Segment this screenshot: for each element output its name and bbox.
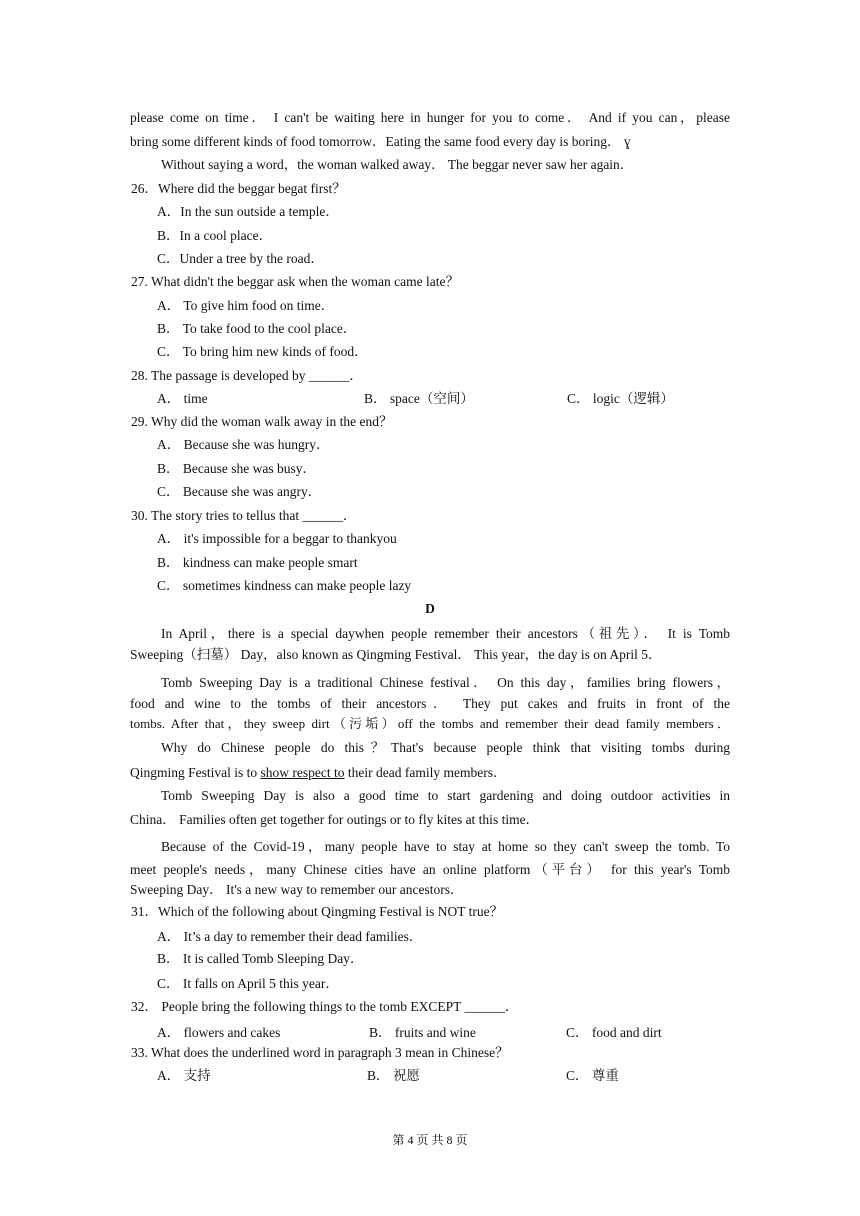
question-31-option-b: B． It is called Tomb Sleeping Day． [157,951,364,966]
passage-line: meet people's needs，many Chinese cities have an online platform（平台） for this year's Tomb [130,862,730,877]
passage-text: their dead family members． [344,765,507,780]
question-26-option-b: B．In a cool place． [157,228,273,243]
question-29-option-b: B． Because she was busy． [157,461,316,476]
question-33-stem: 33. What does the underlined word in paragraph 3 mean in Chinese？ [131,1045,509,1060]
question-28-stem: 28. The passage is developed by ______． [131,368,363,383]
question-27-stem: 27. What didn't the beggar ask when the woman came late？ [131,274,459,289]
question-33-option-b: B． 祝愿 [367,1068,420,1083]
section-heading: D [425,601,435,616]
question-27-option-b: B． To take food to the cool place． [157,321,357,336]
question-29-stem: 29. Why did the woman walk away in the end？ [131,414,393,429]
question-32-option-b: B． fruits and wine [369,1025,476,1040]
passage-line: China． Families often get together for outings or to fly kites at this time． [130,812,540,827]
question-31-option-c: C． It falls on April 5 this year． [157,976,339,991]
question-30-option-c: C． sometimes kindness can make people lazy [157,578,412,593]
question-31-option-a: A． It’s a day to remember their dead families． [157,929,423,944]
question-32-option-c: C． food and dirt [566,1025,662,1040]
question-29-option-a: A． Because she was hungry． [157,437,330,452]
question-28-option-c: C． logic（逻辑） [567,391,674,406]
passage-line: Tomb Sweeping Day is a traditional Chinese festival． On this day，families bring flowers， [161,675,730,690]
question-26-option-c: C．Under a tree by the road． [157,251,324,266]
question-33-option-a: A． 支持 [157,1068,211,1083]
story-line: Without saying a word，the woman walked away． The beggar never saw her again． [161,157,634,172]
passage-line: In April，there is a special daywhen people remember their ancestors（祖先）． It is Tomb [161,626,730,641]
passage-line: tombs. After that，they sweep dirt（污垢）off the tombs and remember their dead family members． [130,716,730,731]
page-footer: 第 4 页 共 8 页 [392,1133,468,1147]
question-32-stem: 32． People bring the following things to the tomb EXCEPT ______． [131,999,519,1014]
question-32-option-a: A． flowers and cakes [157,1025,281,1040]
passage-line [130,764,506,782]
question-33-option-c: C． 尊重 [566,1068,619,1083]
question-31-stem: 31．Which of the following about Qingming Festival is NOT true？ [131,904,504,919]
question-27-option-a: A． To give him food on time． [157,298,335,313]
story-line: please come on time． I can't be waiting here in hunger for you to come． And if you can，please [130,110,730,125]
passage-line: Because of the Covid-19，many people have to stay at home so they can't sweep the tomb. To [161,839,730,854]
question-28-option-a: A． time [157,391,208,406]
passage-line: Why do Chinese people do this？That's because people think that visiting tombs during [161,740,730,755]
underlined-word: show respect to [260,765,345,780]
question-30-option-b: B． kindness can make people smart [157,555,358,570]
passage-line: Sweeping Day． It's a new way to remember our ancestors． [130,882,464,897]
passage-line: Sweeping（扫墓） Day，also known as Qingming Festival． This year，the day is on April 5． [130,647,662,662]
story-line: bring some different kinds of food tomorrow．Eating the same food every day is boring． ɣ [130,134,631,149]
question-29-option-c: C． Because she was angry． [157,484,322,499]
question-28-option-b: B． space（空间） [364,391,474,406]
passage-line: food and wine to the tombs of their ancestors． They put cakes and fruits in front of the [130,696,730,711]
question-30-option-a: A． it's impossible for a beggar to thankyou [157,531,397,546]
question-26-stem: 26．Where did the beggar begat first？ [131,181,346,196]
question-26-option-a: A．In the sun outside a temple． [157,204,339,219]
question-27-option-c: C． To bring him new kinds of food． [157,344,368,359]
question-30-stem: 30. The story tries to tellus that ______． [131,508,357,523]
passage-text: Qingming Festival is to [130,765,261,780]
passage-line: Tomb Sweeping Day is also a good time to start gardening and doing outdoor activities in [161,788,730,803]
